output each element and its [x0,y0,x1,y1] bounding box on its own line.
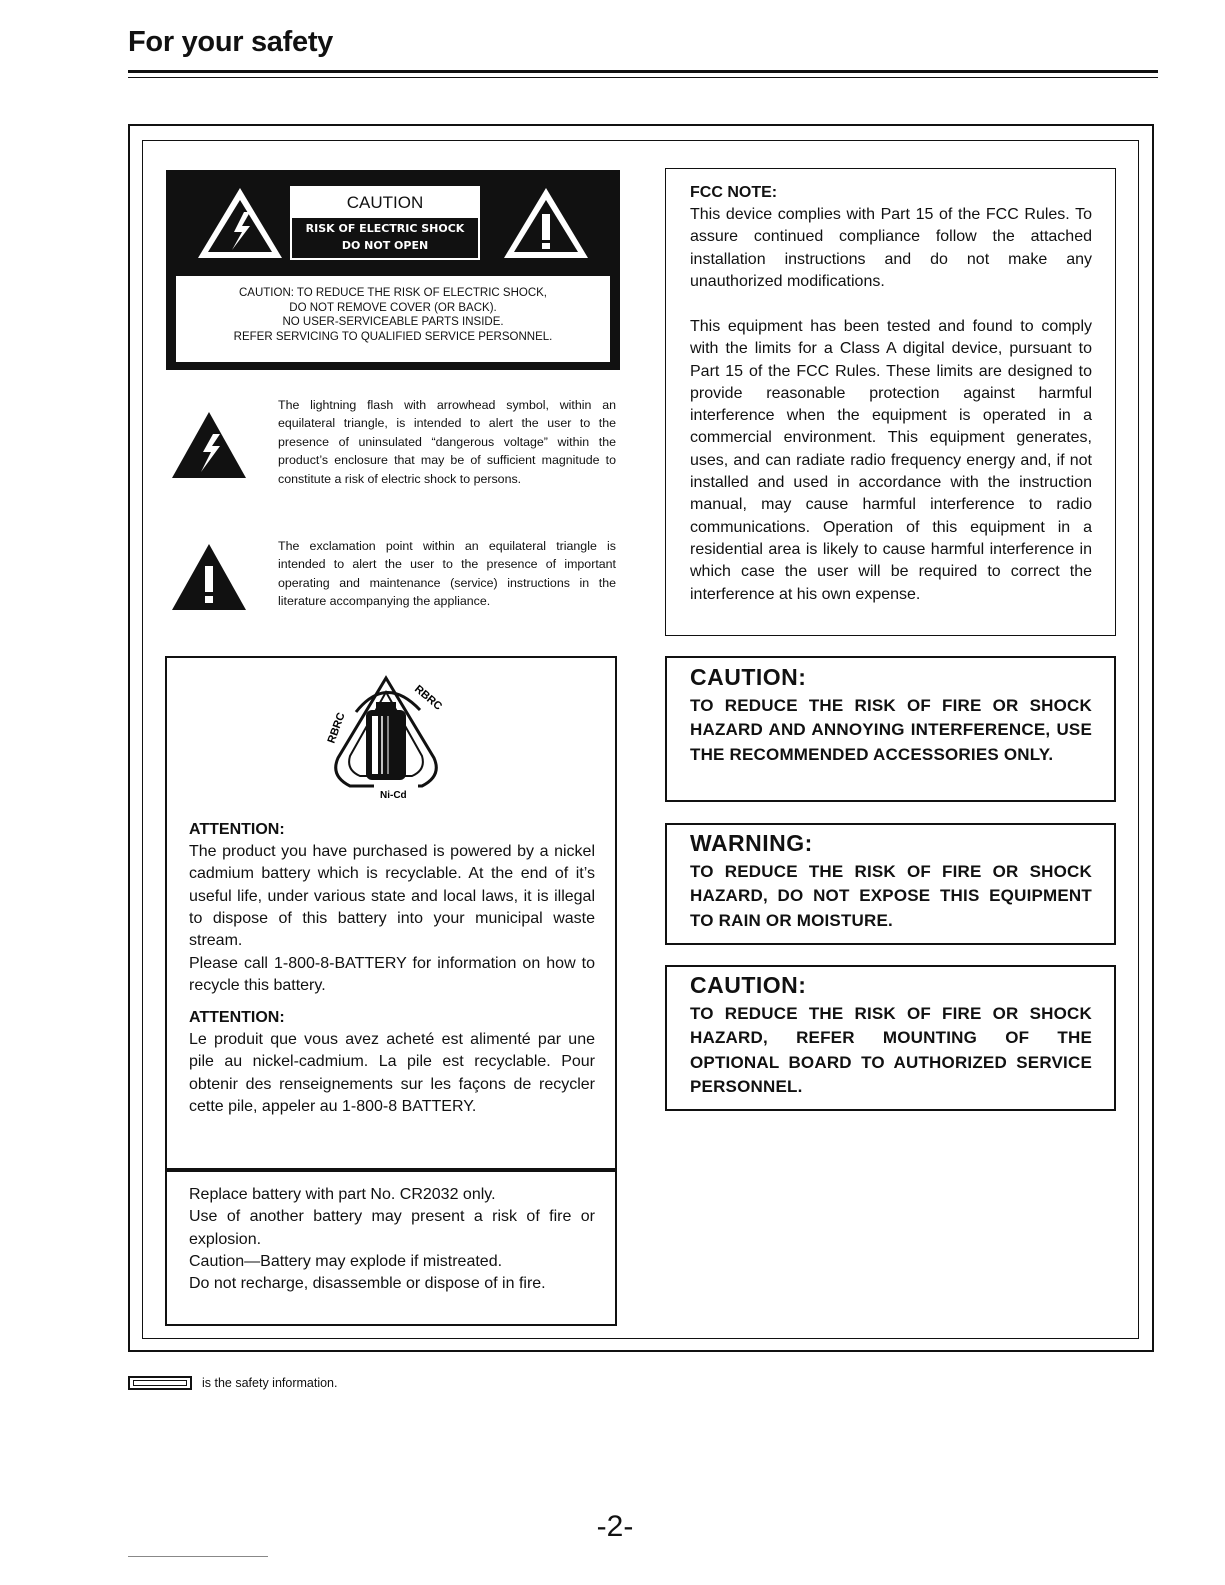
attention-fr-body: Le produit que vous avez acheté est alimenté par une pile au nickel-cadmium. La pile est recyclable. Pour obtenir des renseignements sur les façons de recycler cette pile, appeler au 1-800-8 BATTERY. [189,1031,595,1115]
title-rule [128,70,1158,73]
battery-replace-line1: Replace battery with part No. CR2032 only. [189,1186,496,1203]
caution-label-text-line4: REFER SERVICING TO QUALIFIED SERVICE PERSONNEL. [233,330,553,343]
caution-mounting-title: CAUTION: [690,972,807,998]
ni-cd-label: Ni-Cd [380,790,407,801]
fcc-note-para2: This equipment has been tested and found to comply with the limits for a Class A digital device, pursuant to Part 15 of the FCC Rules. These limits are designed to provide reasonable protection against harmful interference when the equipment is operated in a commercial environment. This equipment generates, uses, and can radiate radio frequency energy and, if not installed and used in accordance with the instruction manual, may cause harmful interference to radio communications. Operation of this equipment in a residential area is likely to cause harmful interference in which case the user will be required to correct the interference at his own expense. [690,318,1092,603]
battery-replace-line3: Caution—Battery may explode if mistreated. [189,1252,503,1270]
safety-info-note: is the safety information. [202,1376,338,1390]
lightning-symbol-icon [170,410,248,480]
frame-inner-top [142,140,1138,141]
exclamation-symbol-description: The exclamation point within an equilateral triangle is intended to alert the user to the presence of important operating and maintenance (service) instructions in the literature accompanying the appliance. [278,539,616,609]
caution-label-text [176,286,610,344]
caution-label-text-line1: CAUTION: TO REDUCE THE RISK OF ELECTRIC SHOCK, [239,287,547,299]
caution-accessories-body: TO REDUCE THE RISK OF FIRE OR SHOCK HAZARD AND ANNOYING INTERFERENCE, USE THE RECOMMENDED ACCESSORIES ONLY. [690,696,1092,764]
fcc-note-para1: This device complies with Part 15 of the FCC Rules. To assure continued compliance follow the attached installation instructions and do not make any unauthorized modifications. [690,206,1092,290]
attention-en-call: Please call 1-800-8-BATTERY for information on how to recycle this battery. [189,955,595,995]
caution-label-word: CAUTION [292,188,478,218]
frame-inner-bottom [142,1338,1138,1339]
exclamation-symbol-icon [170,542,248,612]
warning-moisture-title: WARNING: [690,830,813,856]
safety-info-marker-inner [133,1380,187,1386]
exclamation-triangle-icon [502,186,590,260]
page-number: -2- [596,1510,634,1543]
battery-replace-line4: Do not recharge, disassemble or dispose of in fire. [189,1275,546,1293]
battery-replace-line2: Use of another battery may present a risk of fire or explosion. [189,1208,595,1248]
attention-en-body: The product you have purchased is powered by a nickel cadmium battery which is recyclable. At the end of it’s useful life, under various state and local laws, it is illegal to dispose of this battery into your municipal waste stream. [189,843,595,950]
warning-moisture-body: TO REDUCE THE RISK OF FIRE OR SHOCK HAZARD, DO NOT EXPOSE THIS EQUIPMENT TO RAIN OR MOISTURE. [690,862,1092,930]
lightning-symbol-description: The lightning flash with arrowhead symbol, within an equilateral triangle, is intended to alert the user to the presence of uninsulated “dangerous voltage” within the product’s enclosure that may be of sufficient magnitude to constitute a risk of electric shock to persons. [278,398,616,486]
caution-label-risk [292,220,478,254]
rbrc-recycle-logo-icon [316,672,456,804]
attention-en-heading: ATTENTION: [189,821,285,838]
rbrc-logo-text-right: RBRC [412,683,445,713]
caution-label-text-line3: NO USER-SERVICEABLE PARTS INSIDE. [282,316,504,329]
title-rule-thin [128,77,1158,78]
lightning-triangle-icon [196,186,284,260]
fcc-note-heading: FCC NOTE: [690,184,778,201]
frame-inner-left [142,140,143,1339]
caution-label-risk-line1: RISK OF ELECTRIC SHOCK [305,222,465,235]
page-title: For your safety [128,26,333,58]
caution-mounting-body: TO REDUCE THE RISK OF FIRE OR SHOCK HAZARD, REFER MOUNTING OF THE OPTIONAL BOARD TO AUTHORIZED SERVICE PERSONNEL. [690,1004,1092,1097]
frame-inner-right [1138,140,1139,1339]
battery-replace-text [189,1184,595,1295]
rbrc-logo-text-left: RBRC [325,711,348,746]
caution-label-risk-line2: DO NOT OPEN [341,239,429,252]
caution-label-text-line2: DO NOT REMOVE COVER (OR BACK). [289,301,497,314]
attention-fr-heading: ATTENTION: [189,1009,285,1026]
bottom-rule [128,1556,268,1557]
caution-accessories-title: CAUTION: [690,664,807,690]
